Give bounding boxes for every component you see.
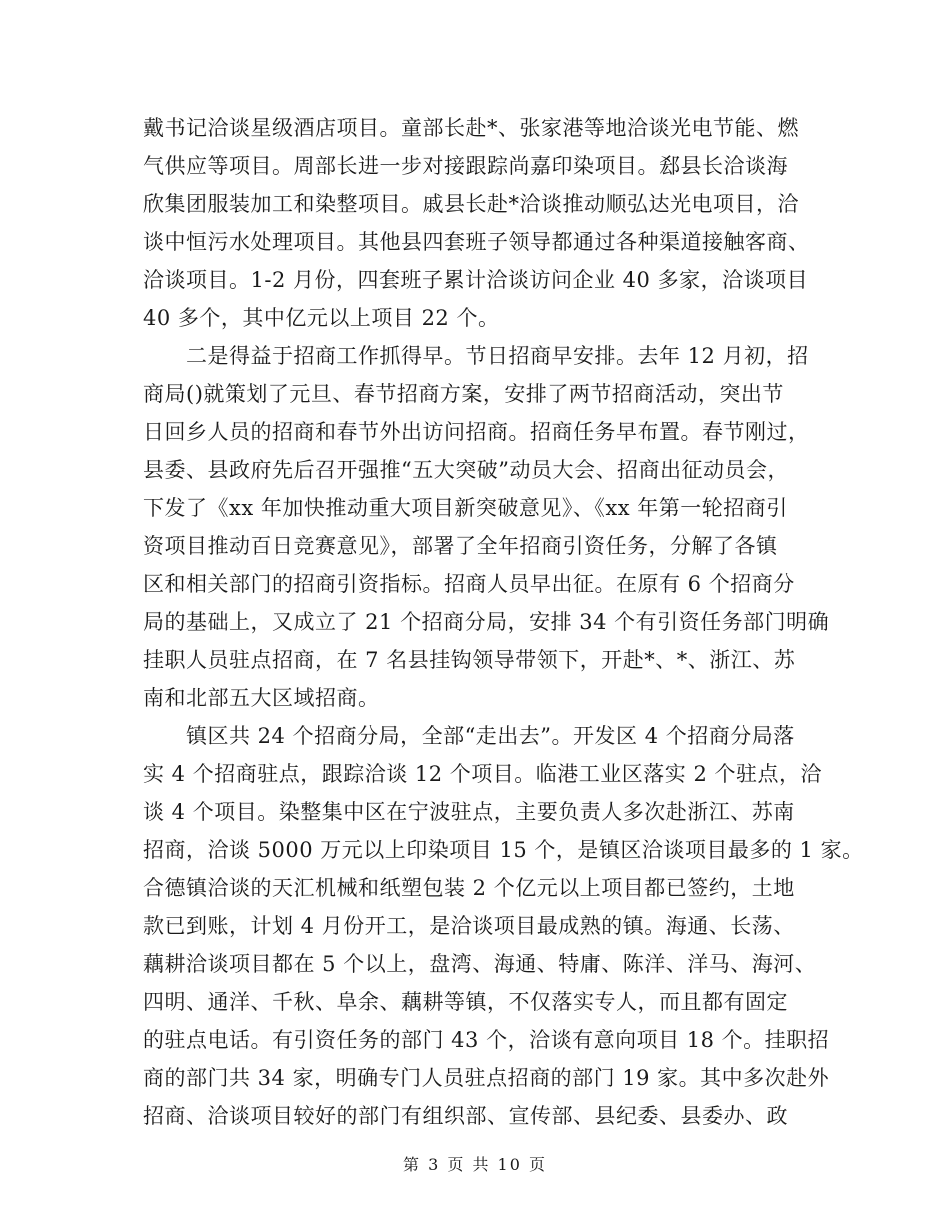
text-line: 谈 4 个项目。染整集中区在宁波驻点，主要负责人多次赴浙江、苏南 [143,800,795,824]
page-footer: 第 3 页 共 10 页 [403,1155,547,1174]
text-line: 藕耕洽谈项目都在 5 个以上，盘湾、海通、特庸、陈洋、洋马、海河、 [143,952,817,976]
text-line: 招商、洽谈项目较好的部门有组织部、宣传部、县纪委、县委办、政 [143,1104,788,1128]
paragraph [143,337,830,717]
text-line: 的驻点电话。有引资任务的部门 43 个，洽谈有意向项目 18 个。挂职招 [143,1028,830,1052]
text-line: 欣集团服装加工和染整项目。戚县长赴*洽谈推动顺弘达光电项目，洽 [143,192,799,216]
text-line: 洽谈项目。1-2 月份，四套班子累计洽谈访问企业 40 多家，洽谈项目 [143,268,809,292]
text-line: 挂职人员驻点招商，在 7 名县挂钩领导带领下，开赴*、*、浙江、苏 [143,648,796,672]
text-line: 40 多个，其中亿元以上项目 22 个。 [143,306,500,330]
text-line: 南和北部五大区域招商。 [143,686,380,710]
text-line: 县委、县政府先后召开强推“五大突破”动员大会、招商出征动员会， [143,458,789,482]
text-line: 二是得益于招商工作抓得早。节日招商早安排。去年 12 月初，招 [143,344,809,368]
text-line: 招商，洽谈 5000 万元以上印染项目 15 个，是镇区洽谈项目最多的 1 家。 [143,838,864,862]
text-line: 商的部门共 34 家，明确专门人员驻点招商的部门 19 家。其中多次赴外 [143,1066,830,1090]
text-line: 合德镇洽谈的天汇机械和纸塑包装 2 个亿元以上项目都已签约，土地 [143,876,795,900]
text-line: 戴书记洽谈星级酒店项目。童部长赴*、张家港等地洽谈光电节能、燃 [143,116,799,140]
paragraph [143,717,864,1135]
text-line: 资项目推动百日竞赛意见》，部署了全年招商引资任务，分解了各镇 [143,534,778,558]
text-line: 款已到账，计划 4 月份开工，是洽谈项目最成熟的镇。海通、长荡、 [143,914,795,938]
text-line: 日回乡人员的招商和春节外出访问招商。招商任务早布置。春节刚过， [143,420,810,444]
text-line: 气供应等项目。周部长进一步对接跟踪尚嘉印染项目。郄县长洽谈海 [143,154,788,178]
paragraph [143,109,823,337]
text-line: 四明、通洋、千秋、阜余、藕耕等镇，不仅落实专人，而且都有固定 [143,990,788,1014]
text-line: 下发了《xx 年加快推动重大项目新突破意见》、《xx 年第一轮招商引 [143,496,788,520]
text-line: 谈中恒污水处理项目。其他县四套班子领导都通过各种渠道接触客商、 [143,230,810,254]
text-line: 商局()就策划了元旦、春节招商方案，安排了两节招商活动，突出节 [143,382,784,406]
text-line: 区和相关部门的招商引资指标。招商人员早出征。在原有 6 个招商分 [143,572,795,596]
text-line: 局的基础上，又成立了 21 个招商分局，安排 34 个有引资任务部门明确 [143,610,830,634]
body-text [143,109,864,1135]
text-line: 镇区共 24 个招商分局，全部“走出去”。开发区 4 个招商分局落 [143,724,795,748]
text-line: 实 4 个招商驻点，跟踪洽谈 12 个项目。临港工业区落实 2 个驻点，洽 [143,762,822,786]
